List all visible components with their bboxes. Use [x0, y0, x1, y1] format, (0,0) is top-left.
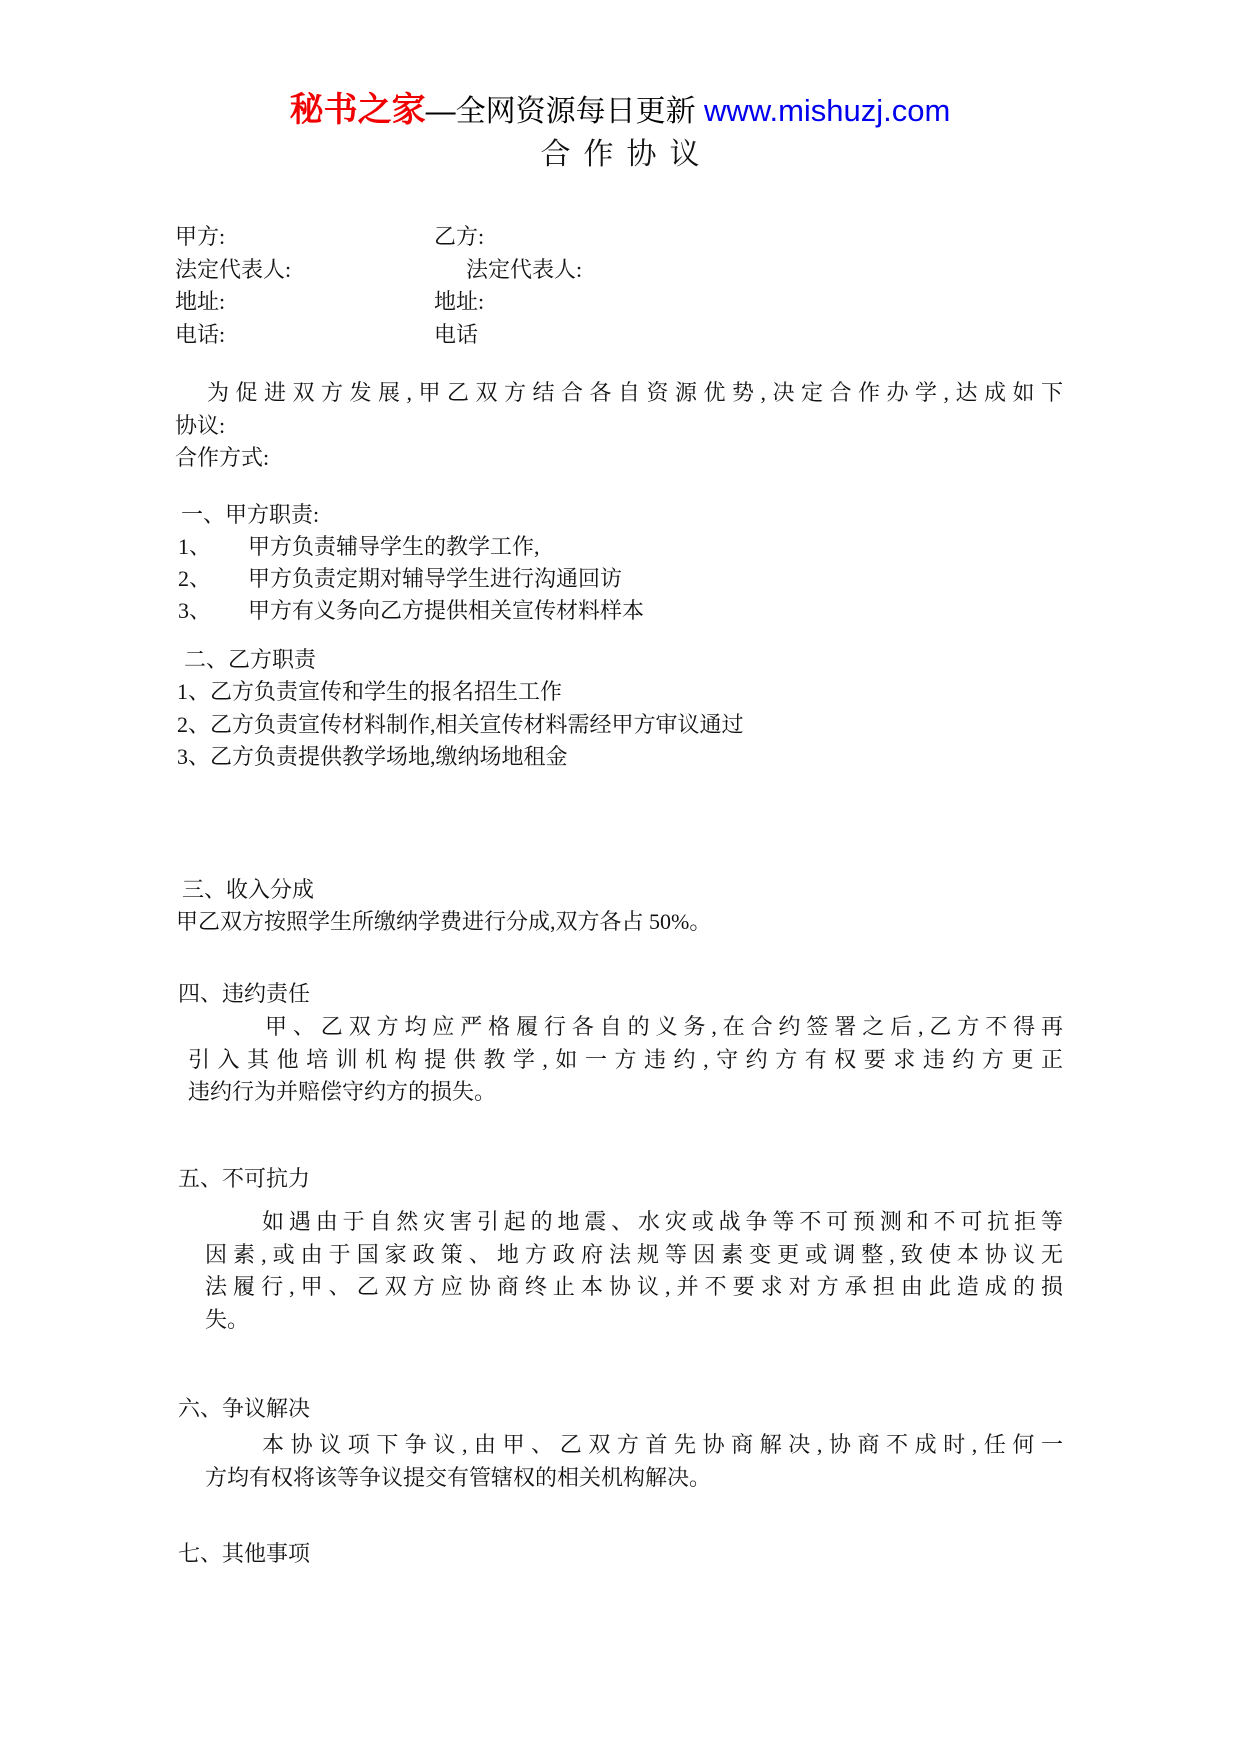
- paragraph-line: 违约行为并赔偿守约方的损失。: [188, 1079, 497, 1104]
- paragraph-line: 如遇由于自然灾害引起的地震、水灾或战争等不可预测和不可抗拒等: [262, 1209, 1063, 1234]
- section-7-heading: 七、其他事项: [178, 1541, 311, 1566]
- party-b-label: 乙方:: [434, 224, 485, 249]
- item-text: 甲方负责辅导学生的教学工作,: [248, 534, 540, 559]
- section-5-heading: 五、不可抗力: [178, 1166, 311, 1191]
- section-1-items: [178, 531, 1068, 627]
- party-a-phone-label: 电话:: [175, 321, 226, 347]
- party-row-name: [175, 221, 1075, 254]
- intro-line-1: 为促进双方发展,甲乙双方结合各自资源优势,决定合作办学,达成如下: [207, 380, 1063, 405]
- paragraph-line: 失。: [205, 1306, 250, 1332]
- party-row-address: [175, 286, 1075, 319]
- item-number: 3、: [178, 598, 212, 623]
- list-item: [178, 563, 1068, 595]
- header-tagline: —全网资源每日更新: [425, 95, 704, 128]
- section-2-heading: 二、乙方职责: [184, 647, 317, 672]
- cooperation-mode-label: 合作方式:: [175, 445, 270, 470]
- document-title: 合作协议: [540, 138, 713, 171]
- party-row-phone: [175, 319, 1075, 352]
- item-text: 甲方负责定期对辅导学生进行沟通回访: [248, 566, 623, 591]
- party-info-block: [175, 221, 1075, 351]
- paragraph-line: 本协议项下争议,由甲、乙双方首先协商解决,协商不成时,任何一: [262, 1432, 1063, 1457]
- section-3-body: 甲乙双方按照学生所缴纳学费进行分成,双方各占 50%。: [176, 909, 712, 934]
- section-6-paragraph: [205, 1429, 1063, 1494]
- intro-paragraph: [175, 377, 1063, 475]
- paragraph-line: 甲、乙双方均应严格履行各自的义务,在合约签署之后,乙方不得再: [265, 1014, 1063, 1039]
- section-4-heading: 四、违约责任: [178, 981, 311, 1006]
- section-3-heading: 三、收入分成: [182, 877, 315, 902]
- party-a-representative-label: 法定代表人:: [175, 256, 292, 282]
- list-item: 2、乙方负责宣传材料制作,相关宣传材料需经甲方审议通过: [177, 711, 744, 737]
- intro-line-2: 协议:: [175, 412, 226, 438]
- paragraph-line: 引入其他培训机构提供教学,如一方违约,守约方有权要求违约方更正: [188, 1046, 1063, 1072]
- list-item: [178, 531, 1068, 563]
- site-url-link[interactable]: www.mishuzj.com: [704, 93, 951, 128]
- party-a-address-label: 地址:: [175, 289, 226, 314]
- paragraph-line: 因素,或由于国家政策、地方政府法规等因素变更或调整,致使本协议无: [205, 1241, 1063, 1267]
- section-5-paragraph: [205, 1206, 1063, 1336]
- item-number: 1、: [178, 534, 212, 559]
- list-item: 1、乙方负责宣传和学生的报名招生工作: [177, 679, 563, 704]
- section-6-heading: 六、争议解决: [178, 1396, 311, 1421]
- party-a-label: 甲方:: [175, 224, 226, 249]
- item-number: 2、: [178, 566, 212, 591]
- party-row-representative: [175, 254, 1075, 287]
- site-header: [0, 88, 1240, 136]
- paragraph-line: 法履行,甲、乙双方应协商终止本协议,并不要求对方承担由此造成的损: [205, 1274, 1063, 1299]
- party-b-representative-label: 法定代表人:: [466, 256, 583, 282]
- list-item: [178, 595, 1068, 627]
- party-b-address-label: 地址:: [434, 289, 485, 314]
- paragraph-line: 方均有权将该等争议提交有管辖权的相关机构解决。: [205, 1464, 712, 1490]
- section-1-heading: 一、甲方职责:: [181, 502, 320, 527]
- section-2-items: [177, 676, 1067, 774]
- list-item: 3、乙方负责提供教学场地,缴纳场地租金: [177, 744, 568, 769]
- brand-name: 秘书之家: [289, 91, 426, 129]
- section-4-paragraph: [188, 1011, 1063, 1109]
- party-b-phone-label: 电话: [434, 321, 479, 347]
- item-text: 甲方有义务向乙方提供相关宣传材料样本: [248, 598, 645, 623]
